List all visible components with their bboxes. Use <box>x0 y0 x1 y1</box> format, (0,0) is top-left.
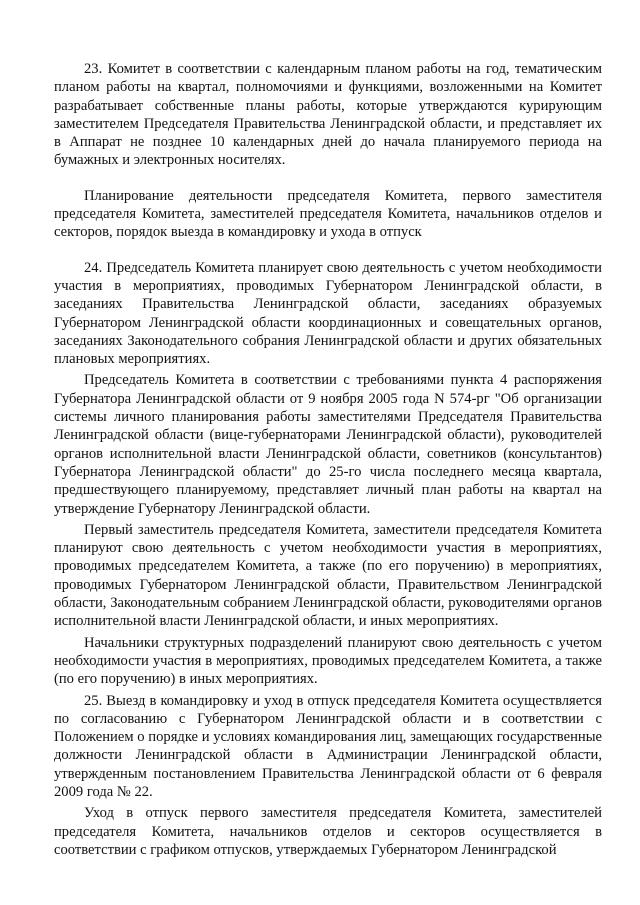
document-body <box>54 60 602 859</box>
paragraph-24: 24. Председатель Комитета планирует свою деятельность с учетом необходимости участия в мероприятиях, проводимых Губернатором Ленинградской области, в заседаниях Правительства Ленинградской области, заседаниях образуемых Губернатором Ленинградской области координационных и совещательных органов, заседаниях Законодательного собрания Ленинградской области и других обязательных плановых мероприятиях. <box>54 259 602 368</box>
paragraph-vacation: Уход в отпуск первого заместителя председателя Комитета, заместителей председателя Комитета, начальников отделов и секторов осуществляется в соответствии с графиком отпусков, утверждаемых Губернатором Ленинградской <box>54 805 602 858</box>
paragraph-23: 23. Комитет в соответствии с календарным планом работы на год, тематическим планом работы на квартал, полномочиями и функциями, возложенными на Комитет разрабатывает собственные планы работы, которые утверждаются курирующим заместителем Председателя Правительства Ленинградской области, и представляет их в Аппарат не позднее 10 календарных дней до начала планируемого периода на бумажных и электронных носителях. <box>54 61 602 169</box>
paragraph-heads-plan: Начальники структурных подразделений планируют свою деятельность с учетом необходимости участия в мероприятиях, проводимых председателем Комитета, а также (по его поручению) в иных мероприятиях. <box>54 634 602 688</box>
paragraph-chairman-plan: Председатель Комитета в соответствии с требованиями пункта 4 распоряжения Губернатора Ленинградской области от 9 ноября 2005 года N 574-рг "Об организации системы личного планирования работы заместителями Председателя Правительства Ленинградской области (вице-губернаторами Ленинградской области), руководителей органов исполнительной власти Ленинградской области, советников (консультантов) Губернатора Ленинградской области" до 25-го числа последнего месяца квартала, предшествующего планируемому, представляет личный план работы на квартал на утверждение Губернатору Ленинградской области. <box>54 372 602 517</box>
section-heading-planning: Планирование деятельности председателя Комитета, первого заместителя председателя Комитета, заместителей председателя Комитета, начальников отделов и секторов, порядок выезда в командировку и ухода в отпуск <box>54 187 602 241</box>
paragraph-deputies-plan: Первый заместитель председателя Комитета, заместители председателя Комитета планируют свою деятельность с учетом необходимости участия в мероприятиях, проводимых председателем Комитета, а также (по его поручению) в мероприятиях, проводимых Губернатором Ленинградской области, Правительством Ленинградской области, Законодательным собранием Ленинградской области, руководителями органов исполнительной власти Ленинградской области, и иных мероприятиях. <box>54 521 602 630</box>
paragraph-25: 25. Выезд в командировку и уход в отпуск председателя Комитета осуществляется по согласованию с Губернатором Ленинградской области и в соответствии с Положением о порядке и условиях командирования лиц, замещающих государственные должности Ленинградской области в Администрации Ленинградской области, утвержденным постановлением Правительства Ленинградской области от 6 февраля 2009 года № 22. <box>54 692 602 800</box>
